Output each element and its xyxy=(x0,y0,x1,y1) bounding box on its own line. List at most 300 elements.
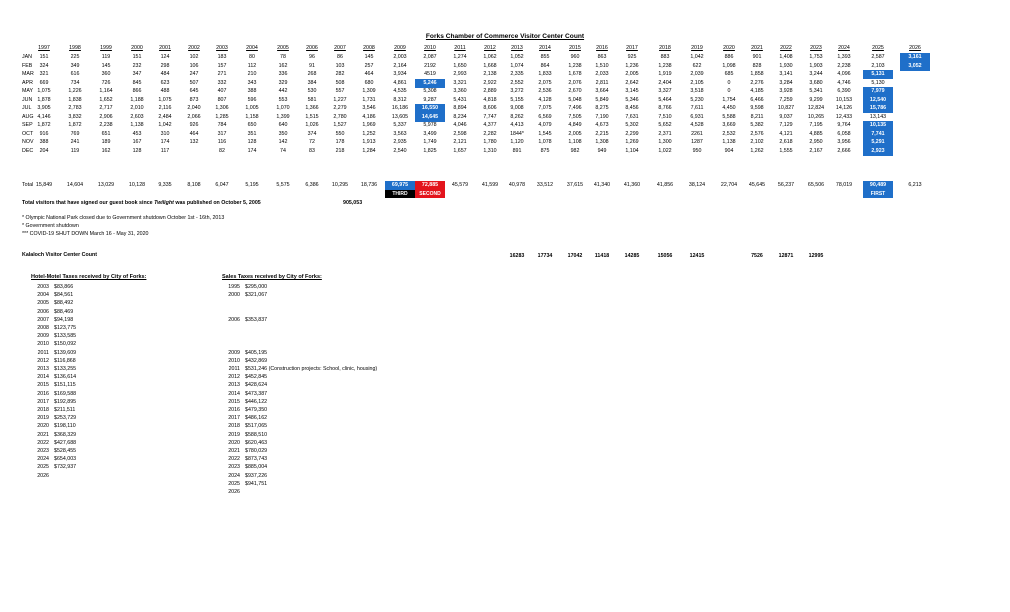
table-cell: 10,827 xyxy=(777,105,795,111)
table-cell: 453 xyxy=(132,130,142,137)
table-cell: 189 xyxy=(101,139,111,145)
tax-year: 2026 xyxy=(228,489,240,495)
table-cell: 3,664 xyxy=(595,88,609,94)
tax-row xyxy=(222,316,267,324)
kalaloch-value: 17042 xyxy=(567,253,583,259)
table-cell: 3,284 xyxy=(779,79,793,86)
table-cell: 622 xyxy=(692,62,702,69)
tax-amount: $528,455 xyxy=(54,448,77,454)
tax-row xyxy=(222,447,267,455)
tax-row xyxy=(31,447,76,455)
table-cell: 3,327 xyxy=(658,88,672,94)
table-cell: 7,259 xyxy=(779,96,793,103)
table-cell: 2,780 xyxy=(333,113,347,120)
table-cell: 7,747 xyxy=(483,113,497,120)
table-cell: 3,934 xyxy=(393,71,407,77)
table-cell: 4,079 xyxy=(538,122,552,128)
table-cell: 916 xyxy=(39,130,49,137)
table-cell: 1,657 xyxy=(453,147,467,154)
table-cell: 1,075 xyxy=(37,88,51,94)
table-cell: 7,129 xyxy=(779,122,793,128)
table-cell: 4,046 xyxy=(453,122,467,128)
tax-year: 2006 xyxy=(228,316,240,323)
tax-amount: $427,688 xyxy=(54,439,77,446)
table-cell: 1,555 xyxy=(779,147,793,154)
month-label: JAN xyxy=(22,54,33,60)
tax-year: 2021 xyxy=(37,431,49,438)
tax-year: 2016 xyxy=(37,390,49,397)
kalaloch-value: 7526 xyxy=(751,253,763,259)
table-cell: 2,103 xyxy=(871,62,885,69)
table-cell: 324 xyxy=(39,62,49,69)
table-cell: 96 xyxy=(309,54,315,60)
table-cell: 310 xyxy=(160,130,170,137)
tax-amount: $136,614 xyxy=(54,374,77,381)
year-header: 2022 xyxy=(780,45,792,51)
total-cell: 5,575 xyxy=(276,182,290,188)
table-cell: 9,299 xyxy=(809,96,823,103)
table-cell: 845 xyxy=(132,79,142,86)
tax-row xyxy=(31,431,76,439)
table-cell: 2,087 xyxy=(423,54,437,60)
table-cell: 4,128 xyxy=(538,96,552,103)
table-cell: 2,642 xyxy=(625,79,639,86)
table-cell: 3,832 xyxy=(68,113,82,120)
table-cell: 2,335 xyxy=(510,71,524,77)
year-header: 2007 xyxy=(334,45,346,51)
year-header: 2023 xyxy=(810,45,822,51)
tax-row xyxy=(222,357,267,365)
table-cell: 2,618 xyxy=(779,139,793,145)
table-cell: 3,563 xyxy=(393,130,407,137)
table-cell: 1,227 xyxy=(333,96,347,103)
total-cell: 90,489 xyxy=(863,181,893,190)
table-cell: 3,928 xyxy=(779,88,793,94)
table-cell: 1,026 xyxy=(305,122,319,128)
tax-row xyxy=(222,340,245,348)
table-cell: 257 xyxy=(364,62,374,69)
table-cell: 1,754 xyxy=(722,96,736,103)
note-3: *** COVID-19 SHUT DOWN March 16 - May 31, 2020 xyxy=(22,231,149,237)
table-cell: 102 xyxy=(189,54,199,60)
table-cell: 553 xyxy=(278,96,288,103)
tax-row xyxy=(222,299,245,307)
table-cell: 875 xyxy=(540,147,550,154)
table-cell: 162 xyxy=(278,62,288,69)
table-cell: 2,484 xyxy=(158,113,172,120)
year-header: 2015 xyxy=(569,45,581,51)
table-cell: 769 xyxy=(70,130,80,137)
total-cell: 18,736 xyxy=(360,182,378,188)
table-cell: 349 xyxy=(70,62,80,69)
table-cell: 407 xyxy=(217,88,227,94)
table-cell: 1,399 xyxy=(276,113,290,120)
table-cell: 5,130 xyxy=(871,79,885,86)
tax-year: 2024 xyxy=(228,472,240,479)
table-cell: 1,188 xyxy=(130,96,144,103)
table-cell: 8,456 xyxy=(625,105,639,111)
tax-amount: $780,029 xyxy=(245,448,268,454)
table-cell: 2,540 xyxy=(393,147,407,154)
table-cell: 347 xyxy=(132,71,142,77)
table-cell: 2,950 xyxy=(809,139,823,145)
tax-year: 2010 xyxy=(37,341,49,348)
table-cell: 9,008 xyxy=(510,105,524,111)
tax-year: 2011 xyxy=(228,366,240,372)
tax-year: 1995 xyxy=(228,284,240,290)
table-cell: 2,603 xyxy=(130,113,144,120)
table-cell: 1,515 xyxy=(305,113,319,120)
table-cell: 1,005 xyxy=(245,105,259,111)
table-cell: 317 xyxy=(217,130,227,137)
table-cell: 5,246 xyxy=(415,79,445,88)
year-header: 2011 xyxy=(454,45,466,51)
tax-amount: $531,246 (Construction projects: School, clinic, housing) xyxy=(245,366,378,372)
table-cell: 1,284 xyxy=(362,147,376,154)
tax-amount: $473,387 xyxy=(245,390,268,397)
table-cell: 1,731 xyxy=(362,96,376,103)
table-cell: 4,885 xyxy=(809,130,823,137)
table-cell: 2,576 xyxy=(750,130,764,137)
table-cell: 960 xyxy=(570,54,580,60)
tax-row xyxy=(31,472,54,480)
tax-row xyxy=(31,340,76,348)
month-label: JUN xyxy=(22,96,33,103)
table-cell: 9,287 xyxy=(423,96,437,103)
table-cell: 5,464 xyxy=(658,96,672,103)
table-cell: 864 xyxy=(540,62,550,69)
tax-row xyxy=(31,439,76,447)
tax-amount: $88,469 xyxy=(54,308,74,315)
table-cell: 12,540 xyxy=(863,96,893,105)
table-cell: 2,299 xyxy=(625,130,639,137)
table-cell: 4,535 xyxy=(393,88,407,94)
tax-row xyxy=(31,324,76,332)
table-cell: 4,528 xyxy=(690,122,704,128)
tax-amount: $428,624 xyxy=(245,382,268,389)
month-label: APR xyxy=(22,79,33,86)
table-cell: 117 xyxy=(160,147,170,154)
table-cell: 4,746 xyxy=(837,79,851,86)
tax-row xyxy=(31,365,76,373)
tax-year: 2000 xyxy=(228,292,240,299)
table-cell: 5,291 xyxy=(863,138,893,147)
total-cell: 41,599 xyxy=(481,182,499,188)
table-cell: 8,234 xyxy=(453,113,467,120)
table-cell: 1,238 xyxy=(568,62,582,69)
table-cell: 669 xyxy=(39,79,49,86)
tax-row xyxy=(31,316,73,324)
table-cell: 10,135 xyxy=(863,121,893,130)
tax-row xyxy=(222,381,267,389)
table-cell: 2,066 xyxy=(187,113,201,120)
table-cell: 3,360 xyxy=(453,88,467,94)
table-cell: 1,306 xyxy=(215,105,229,111)
tax-amount: $169,588 xyxy=(54,390,77,397)
tax-row xyxy=(31,357,76,365)
table-cell: 2,238 xyxy=(99,122,113,128)
table-cell: 210 xyxy=(247,71,257,77)
tax-amount: $133,255 xyxy=(54,366,77,372)
kalaloch-value: 17734 xyxy=(537,253,553,259)
total-cell: 78,019 xyxy=(835,182,853,188)
year-header: 2020 xyxy=(723,45,735,51)
table-cell: 3,161 xyxy=(900,53,930,62)
table-cell: 2,005 xyxy=(568,130,582,137)
table-cell: 1,903 xyxy=(809,62,823,69)
total-cell: 9,335 xyxy=(158,182,172,188)
kalaloch-value: 14285 xyxy=(624,253,640,259)
table-cell: 2,371 xyxy=(658,130,672,137)
table-cell: 78 xyxy=(280,54,286,60)
total-label: Total xyxy=(22,182,34,188)
table-cell: 2,282 xyxy=(483,130,497,137)
table-cell: 91 xyxy=(309,62,315,69)
table-cell: 1844* xyxy=(510,130,524,137)
tax-year: 2019 xyxy=(228,431,240,438)
table-cell: 5,588 xyxy=(722,113,736,120)
table-cell: 488 xyxy=(160,88,170,94)
table-cell: 645 xyxy=(189,88,199,94)
table-cell: 8,894 xyxy=(453,105,467,111)
table-cell: 7,505 xyxy=(568,113,582,120)
table-cell: 680 xyxy=(364,79,374,86)
table-cell: 1,138 xyxy=(130,122,144,128)
total-cell: 37,615 xyxy=(566,182,584,188)
table-cell: 5,382 xyxy=(750,122,764,128)
table-cell: 1,969 xyxy=(362,122,376,128)
tax-row xyxy=(222,349,267,357)
table-cell: 2,279 xyxy=(333,105,347,111)
tax-row xyxy=(222,406,267,414)
table-cell: 2,923 xyxy=(863,147,893,156)
total-cell: 6,213 xyxy=(908,182,922,188)
tax-row xyxy=(222,480,267,488)
table-cell: 1,872 xyxy=(68,122,82,128)
table-cell: 9,764 xyxy=(837,122,851,128)
table-cell: 784 xyxy=(217,122,227,128)
table-cell: 1,393 xyxy=(837,54,851,60)
table-cell: 151 xyxy=(39,54,49,60)
table-cell: 442 xyxy=(278,88,288,94)
table-cell: 6,390 xyxy=(837,88,851,94)
table-cell: 1,164 xyxy=(99,88,113,94)
table-cell: 581 xyxy=(307,96,317,103)
table-cell: 5,849 xyxy=(595,96,609,103)
table-cell: 557 xyxy=(335,88,345,94)
table-cell: 5,431 xyxy=(453,96,467,103)
tax-amount: $937,226 xyxy=(245,472,268,479)
total-cell: 10,295 xyxy=(331,182,349,188)
table-cell: 1,098 xyxy=(722,62,736,69)
tax-amount: $321,067 xyxy=(245,292,268,299)
table-cell: 2,670 xyxy=(568,88,582,94)
table-cell: 145 xyxy=(364,54,374,60)
tax-amount: $941,751 xyxy=(245,480,268,487)
tax-row xyxy=(222,439,267,447)
table-cell: 1,075 xyxy=(158,96,172,103)
table-cell: 2,993 xyxy=(453,71,467,77)
tax-row xyxy=(222,291,267,299)
tax-row xyxy=(31,414,76,422)
tax-amount: $295,000 xyxy=(245,284,268,290)
table-cell: 298 xyxy=(160,62,170,69)
table-cell: 1,919 xyxy=(658,71,672,77)
tax-row xyxy=(31,422,76,430)
table-cell: 83 xyxy=(309,147,315,154)
tax-year: 2004 xyxy=(37,292,49,299)
table-cell: 1,226 xyxy=(68,88,82,94)
year-header: 2013 xyxy=(511,45,523,51)
table-cell: 8,606 xyxy=(483,105,497,111)
table-cell: 4,146 xyxy=(37,113,51,120)
table-cell: 1,310 xyxy=(483,147,497,154)
table-cell: 332 xyxy=(217,79,227,86)
table-cell: 4,450 xyxy=(722,105,736,111)
table-cell: 112 xyxy=(247,62,257,69)
tax-row xyxy=(222,472,267,480)
year-header: 2003 xyxy=(216,45,228,51)
table-cell: 2,889 xyxy=(483,88,497,94)
table-cell: 949 xyxy=(597,147,607,154)
table-cell: 508 xyxy=(335,79,345,86)
table-cell: 1,678 xyxy=(568,71,582,77)
tax-row xyxy=(31,455,76,463)
table-cell: 2,039 xyxy=(690,71,704,77)
table-cell: 3,244 xyxy=(809,71,823,77)
tax-amount: $88,492 xyxy=(54,300,74,307)
tax-amount: $353,837 xyxy=(245,316,268,323)
table-cell: 623 xyxy=(160,79,170,86)
table-cell: 282 xyxy=(335,71,345,77)
table-cell: 1,070 xyxy=(276,105,290,111)
tax-row xyxy=(31,332,76,340)
year-header: 2006 xyxy=(306,45,318,51)
table-cell: 1,753 xyxy=(809,54,823,60)
year-header: 1999 xyxy=(100,45,112,51)
tax-row xyxy=(31,308,73,316)
total-cell: 41,340 xyxy=(593,182,611,188)
month-label: DEC xyxy=(22,147,34,154)
tax-row xyxy=(31,390,76,398)
tax-amount: $873,743 xyxy=(245,456,268,463)
table-cell: 484 xyxy=(160,71,170,77)
table-cell: 7,195 xyxy=(809,122,823,128)
tax-year: 2013 xyxy=(228,382,240,389)
table-cell: 162 xyxy=(101,147,111,154)
table-cell: 124 xyxy=(160,54,170,60)
kalaloch-value: 12871 xyxy=(778,253,794,259)
total-cell: 65,506 xyxy=(807,182,825,188)
table-cell: 2,238 xyxy=(837,62,851,69)
table-cell: 4,121 xyxy=(779,130,793,137)
table-cell: 1,252 xyxy=(362,130,376,137)
tax-year: 2024 xyxy=(37,456,49,463)
tax-year: 2025 xyxy=(37,464,49,471)
table-cell: 321 xyxy=(39,71,49,77)
tax-amount: $588,510 xyxy=(245,431,268,438)
table-cell: 5,155 xyxy=(510,96,524,103)
tax-amount: $452,845 xyxy=(245,374,268,381)
tax-year: 2010 xyxy=(228,357,240,364)
year-header: 2024 xyxy=(838,45,850,51)
table-cell: 596 xyxy=(247,96,257,103)
month-label: JUL xyxy=(22,105,32,111)
tax-row xyxy=(31,373,76,381)
table-cell: 4,377 xyxy=(483,122,497,128)
table-cell: 13,605 xyxy=(391,113,409,120)
year-header: 2012 xyxy=(484,45,496,51)
table-cell: 374 xyxy=(307,130,317,137)
table-cell: 183 xyxy=(217,54,227,60)
table-cell: 106 xyxy=(189,62,199,69)
table-cell: 178 xyxy=(335,139,345,145)
year-header: 2000 xyxy=(131,45,143,51)
tax-amount: $192,895 xyxy=(54,398,77,405)
table-cell: 2,164 xyxy=(393,62,407,69)
tax-amount: $139,609 xyxy=(54,349,77,356)
table-cell: 4,186 xyxy=(362,113,376,120)
table-cell: 2,167 xyxy=(809,147,823,154)
table-cell: 4,861 xyxy=(393,79,407,86)
table-cell: 1,300 xyxy=(658,139,672,145)
tax-amount: $253,729 xyxy=(54,415,77,422)
table-cell: 3,141 xyxy=(779,71,793,77)
table-cell: 232 xyxy=(132,62,142,69)
guestbook-total: 905,053 xyxy=(343,200,363,206)
table-cell: 119 xyxy=(70,147,80,154)
total-cell: 41,360 xyxy=(623,182,641,188)
table-cell: 2,717 xyxy=(99,105,113,111)
table-cell: 1,042 xyxy=(690,54,704,60)
table-cell: 1,120 xyxy=(510,139,524,145)
tax-year: 2025 xyxy=(228,480,240,487)
table-cell: 1,262 xyxy=(750,147,764,154)
table-cell: 640 xyxy=(278,122,288,128)
table-cell: 734 xyxy=(70,79,80,86)
tax-year: 2012 xyxy=(37,357,49,364)
tax-row xyxy=(222,431,267,439)
table-cell: 174 xyxy=(247,147,257,154)
tax-amount: $620,463 xyxy=(245,439,268,446)
tax-row xyxy=(31,398,76,406)
table-cell: 384 xyxy=(307,79,317,86)
year-header: 2004 xyxy=(246,45,258,51)
table-cell: 650 xyxy=(247,122,257,128)
table-cell: 145 xyxy=(101,62,111,69)
table-cell: 807 xyxy=(217,96,227,103)
table-cell: 351 xyxy=(247,130,257,137)
tax-row xyxy=(31,381,76,389)
tax-year: 2022 xyxy=(37,439,49,446)
table-cell: 726 xyxy=(101,79,111,86)
table-cell: 1,236 xyxy=(625,62,639,69)
table-cell: 883 xyxy=(660,54,670,60)
tax-year: 2009 xyxy=(37,333,49,340)
tax-year: 2012 xyxy=(228,374,240,381)
table-cell: 1,308 xyxy=(595,139,609,145)
year-header: 1998 xyxy=(69,45,81,51)
tax-year: 2003 xyxy=(37,284,49,290)
table-cell: 9,037 xyxy=(779,113,793,120)
table-cell: 7,075 xyxy=(538,105,552,111)
tax-year: 2005 xyxy=(37,300,49,307)
rank-first-label: FIRST xyxy=(863,190,893,198)
table-cell: 3,145 xyxy=(625,88,639,94)
table-cell: 2,922 xyxy=(483,79,497,86)
table-cell: 7,741 xyxy=(863,130,893,139)
tax-row xyxy=(222,422,267,430)
